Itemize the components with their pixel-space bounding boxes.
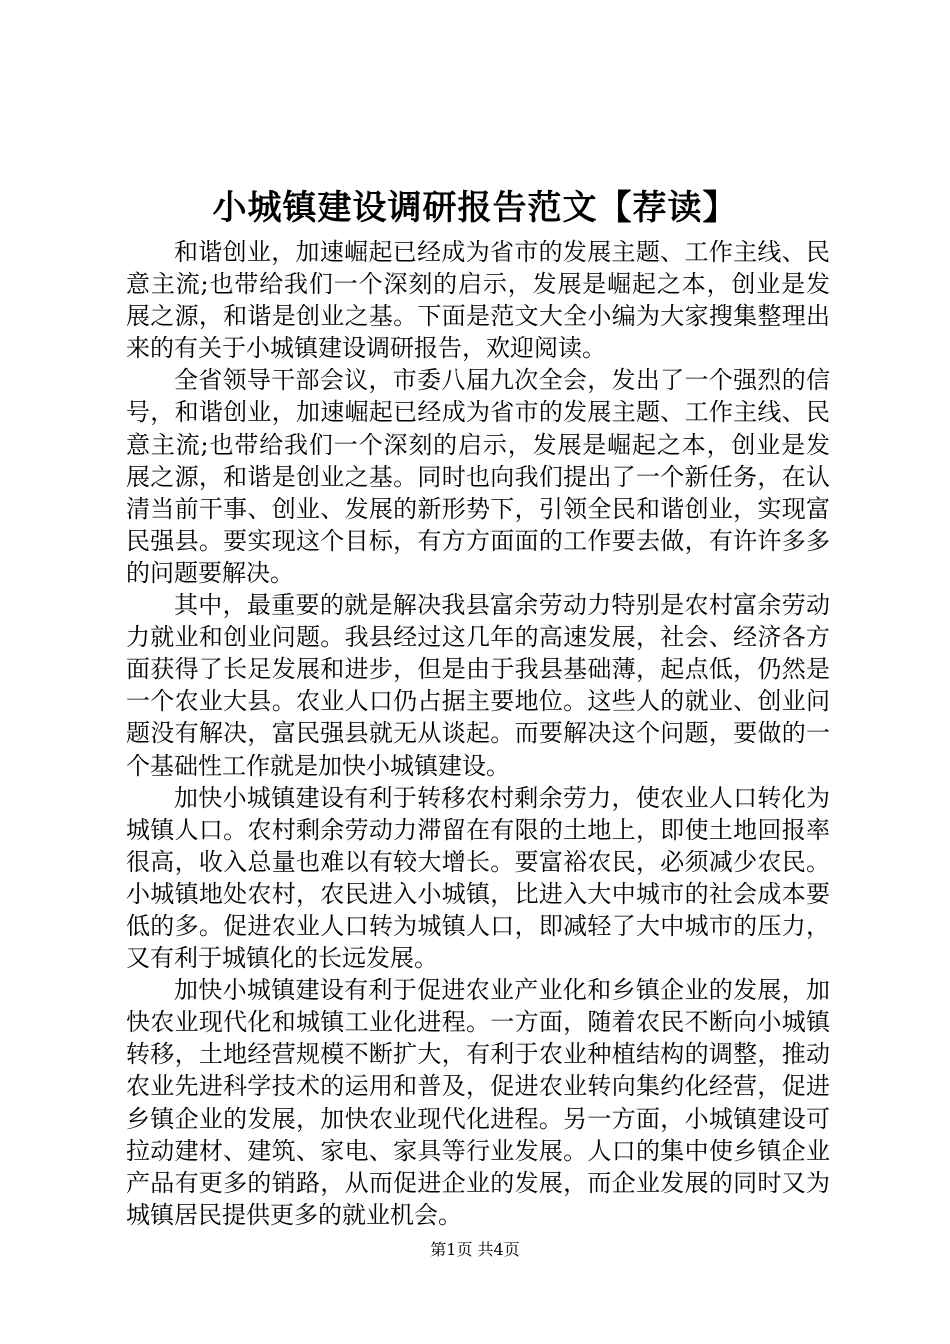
page-title: 小城镇建设调研报告范文【荐读】: [212, 188, 738, 228]
page-footer: 第1页 共4页: [430, 1240, 520, 1259]
paragraph-5: 加快小城镇建设有利于促进农业产业化和乡镇企业的发展，加快农业现代化和城镇工业化进程。一方面，随着农民不断向小城镇转移，土地经营规模不断扩大，有利于农业种植结构的调整，推动农业先进科学技术的运用和普及，促进农业转向集约化经营，促进乡镇企业的发展，加快农业现代化进程。另一方面，小城镇建设可拉动建材、建筑、家电、家具等行业发展。人口的集中使乡镇企业产品有更多的销路，从而促进企业的发展，而企业发展的同时又为城镇居民提供更多的就业机会。: [126, 976, 830, 1229]
paragraph-4: 加快小城镇建设有利于转移农村剩余劳力，使农业人口转化为城镇人口。农村剩余劳动力滞留在有限的土地上，即使土地回报率很高，收入总量也难以有较大增长。要富裕农民，必须减少农民。小城镇地处农村，农民进入小城镇，比进入大中城市的社会成本要低的多。促进农业人口转为城镇人口，即减轻了大中城市的压力，又有利于城镇化的长远发展。: [126, 783, 830, 973]
paragraph-1: 和谐创业，加速崛起已经成为省市的发展主题、工作主线、民意主流;也带给我们一个深刻的启示，发展是崛起之本，创业是发展之源，和谐是创业之基。下面是范文大全小编为大家搜集整理出来的有关于小城镇建设调研报告，欢迎阅读。: [126, 238, 830, 363]
paragraph-3: 其中，最重要的就是解决我县富余劳动力特别是农村富余劳动力就业和创业问题。我县经过这几年的高速发展，社会、经济各方面获得了长足发展和进步，但是由于我县基础薄，起点低，仍然是一个农业大县。农业人口仍占据主要地位。这些人的就业、创业问题没有解决，富民强县就无从谈起。而要解决这个问题，要做的一个基础性工作就是加快小城镇建设。: [126, 591, 830, 780]
paragraph-2: 全省领导干部会议，市委八届九次全会，发出了一个强烈的信号，和谐创业，加速崛起已经成为省市的发展主题、工作主线、民意主流;也带给我们一个深刻的启示，发展是崛起之本，创业是发展之源，和谐是创业之基。同时也向我们提出了一个新任务，在认清当前干事、创业、发展的新形势下，引领全民和谐创业，实现富民强县。要实现这个目标，有方方面面的工作要去做，有许许多多的问题要解决。: [126, 366, 830, 587]
document-body: [126, 236, 830, 1231]
